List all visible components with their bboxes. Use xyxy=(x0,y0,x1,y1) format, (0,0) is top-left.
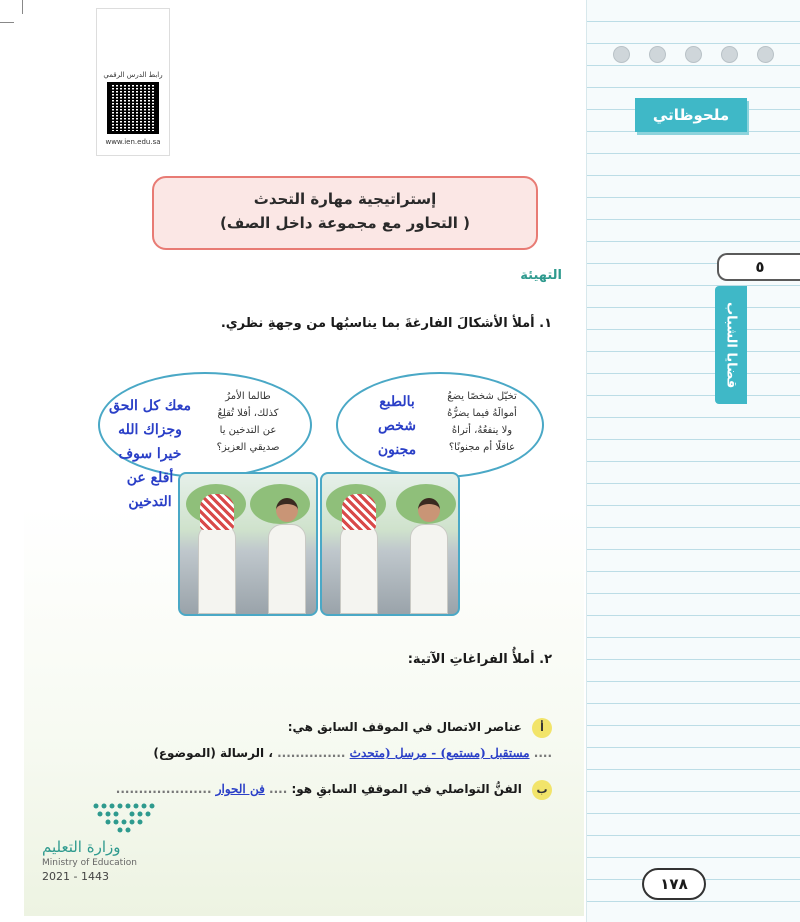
answer-b-fill[interactable]: فن الحوار xyxy=(215,782,265,796)
crop-mark xyxy=(0,22,14,23)
page-number: ١٧٨ xyxy=(642,868,706,900)
person-ghutra-illustration xyxy=(198,498,236,614)
bubble-text-line: كذلك، أفلا تُقلِعُ xyxy=(217,408,279,419)
scene-illustration-left xyxy=(178,472,318,616)
handwritten-answer: أقلع عن xyxy=(126,470,174,486)
dotted-line: .... xyxy=(269,782,288,796)
handwritten-answer: مجنون xyxy=(377,442,417,458)
speech-bubble-right xyxy=(336,372,544,478)
person-illustration xyxy=(410,498,448,614)
answer-a-line xyxy=(153,746,552,760)
edition-year: 2021 - 1443 xyxy=(42,870,109,883)
answer-a-question xyxy=(288,718,552,738)
notes-header: ملحوظاتي xyxy=(635,98,747,132)
unit-title: قضايا الشباب xyxy=(715,286,747,404)
ministry-name-english: Ministry of Education xyxy=(42,858,137,868)
answer-b-line xyxy=(116,780,552,800)
dotted-line: ..................... xyxy=(115,782,212,796)
handwritten-answer: خيرا سوف xyxy=(118,446,182,462)
binder-hole xyxy=(613,46,630,63)
bubble-right-answer xyxy=(352,390,442,462)
bubble-left-printed xyxy=(202,388,294,456)
qr-label: رابط الدرس الرقمي xyxy=(103,71,163,79)
section-heading: التهيئة xyxy=(520,268,562,283)
handwritten-answer: التدخين xyxy=(128,494,172,510)
handwritten-answer: وجزاك الله xyxy=(118,422,182,438)
notes-strip xyxy=(586,0,800,922)
ministry-name-arabic: وزارة التعليم xyxy=(42,838,121,856)
question-1: ١. أملأ الأشكالَ الفارغةَ بما يناسبُها من وجهةِ نظري. xyxy=(220,316,552,331)
badge-a: أ xyxy=(532,718,552,738)
qr-code-icon[interactable] xyxy=(107,82,159,134)
lesson-title-box xyxy=(152,176,538,250)
binder-hole xyxy=(649,46,666,63)
bubble-text-line: ولا ينفعُهُ، أتراهُ xyxy=(451,425,513,436)
bubble-text-line: عاقلًا أم مجنونًا؟ xyxy=(448,442,516,453)
answer-a-fill[interactable]: مستقبل (مستمع) - مرسل (متحدث xyxy=(349,746,530,760)
qr-block[interactable] xyxy=(96,8,170,156)
crop-mark xyxy=(22,0,23,14)
badge-b: ب xyxy=(532,780,552,800)
handwritten-answer: معك كل الحق xyxy=(109,398,191,414)
answer-b-label: الفنُّ التواصلي في الموقفِ السابقِ هو: xyxy=(291,782,522,796)
bubble-text-line: أموالَهُ فيما يضرُّهُ xyxy=(447,408,517,419)
bubble-text-line: عن التدخين يا xyxy=(219,425,277,436)
bubble-text-line: صديقي العزيز؟ xyxy=(216,442,280,453)
binder-hole xyxy=(721,46,738,63)
question-2: ٢. أملأُ الفراغاتِ الآتية: xyxy=(407,652,552,667)
bubble-text-line: طالما الأمرُ xyxy=(225,391,271,402)
person-illustration xyxy=(268,498,306,614)
person-ghutra-illustration xyxy=(340,498,378,614)
answer-a-label: عناصر الاتصال في الموقف السابق هي: xyxy=(287,720,522,734)
unit-number: ٥ xyxy=(717,253,800,281)
ministry-logo xyxy=(42,800,182,890)
ministry-logo-icon xyxy=(90,800,162,834)
lesson-subtitle: ( التحاور مع مجموعة داخل الصف) xyxy=(219,214,470,232)
qr-url[interactable]: www.ien.edu.sa xyxy=(105,138,161,146)
binder-hole xyxy=(685,46,702,63)
scene-illustration-right xyxy=(320,472,460,616)
dotted-line: ............... xyxy=(277,746,346,760)
binder-hole xyxy=(757,46,774,63)
bubble-text-line: تخيّل شخصًا يضعُ xyxy=(447,391,517,402)
answer-a-rest: ، الرسالة (الموضوع) xyxy=(153,746,273,760)
lesson-title: إستراتيجية مهارة التحدث xyxy=(253,190,437,208)
handwritten-answer: بالطبع xyxy=(379,394,415,410)
dotted-line: .... xyxy=(533,746,552,760)
handwritten-answer: شخص xyxy=(378,418,416,434)
bubble-right-printed xyxy=(436,388,528,456)
